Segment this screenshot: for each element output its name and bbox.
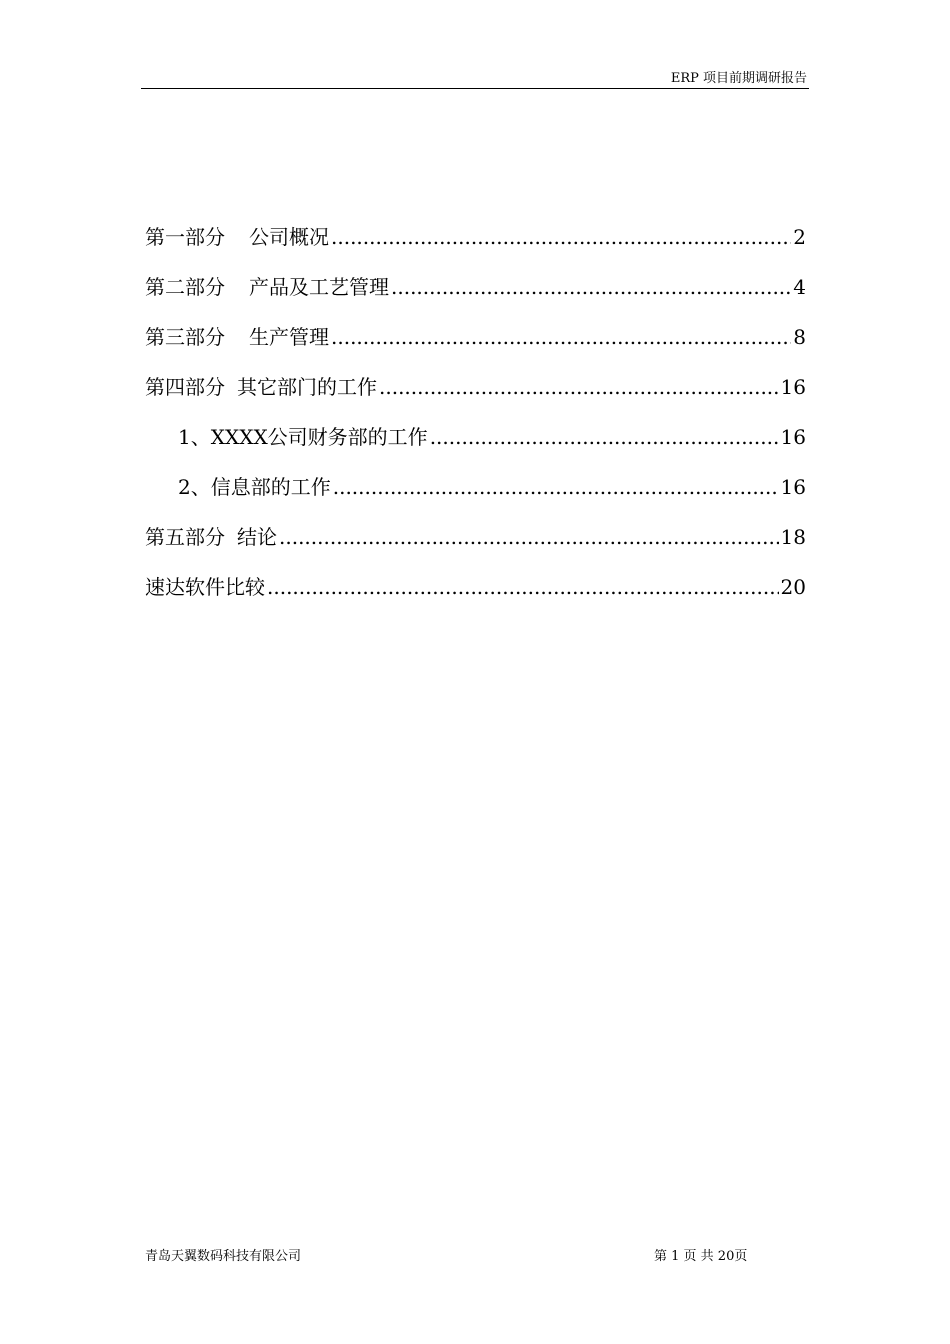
toc-page-number: 8 bbox=[793, 325, 806, 349]
toc-part-label: 第一部分 bbox=[145, 225, 225, 249]
toc-subentry[interactable] bbox=[145, 420, 806, 470]
toc-entry-title: 产品及工艺管理 bbox=[249, 275, 389, 299]
toc-page-number: 2 bbox=[793, 225, 806, 249]
toc-page-number: 16 bbox=[780, 475, 806, 499]
toc-dot-leader bbox=[331, 220, 791, 254]
toc-subentry[interactable] bbox=[145, 470, 806, 520]
table-of-contents bbox=[145, 220, 806, 620]
toc-entry[interactable] bbox=[145, 320, 806, 370]
toc-entry-title: 1、XXXX公司财务部的工作 bbox=[178, 425, 428, 449]
toc-entry-title: 速达软件比较 bbox=[145, 575, 265, 599]
toc-dot-leader bbox=[391, 270, 791, 304]
toc-entry[interactable] bbox=[145, 570, 806, 620]
toc-dot-leader bbox=[430, 420, 779, 454]
toc-entry[interactable] bbox=[145, 520, 806, 570]
toc-page-number: 16 bbox=[780, 425, 806, 449]
header-title: ERP 项目前期调研报告 bbox=[670, 71, 807, 86]
toc-dot-leader bbox=[267, 570, 779, 604]
toc-part-label: 第四部分 bbox=[145, 375, 225, 399]
toc-page-number: 20 bbox=[780, 575, 806, 599]
footer-page-indicator: 第 1 页 共 20页 bbox=[654, 1249, 748, 1264]
footer-company-name: 青岛天翼数码科技有限公司 bbox=[145, 1249, 302, 1264]
toc-entry[interactable] bbox=[145, 370, 806, 420]
toc-entry[interactable] bbox=[145, 270, 806, 320]
toc-dot-leader bbox=[279, 520, 779, 554]
toc-part-label: 第三部分 bbox=[145, 325, 225, 349]
toc-entry-title: 结论 bbox=[237, 525, 277, 549]
toc-page-number: 18 bbox=[780, 525, 806, 549]
header-rule bbox=[141, 88, 809, 89]
toc-entry[interactable] bbox=[145, 220, 806, 270]
toc-dot-leader bbox=[333, 470, 779, 504]
toc-entry-title: 其它部门的工作 bbox=[237, 375, 377, 399]
toc-page-number: 4 bbox=[793, 275, 806, 299]
toc-page-number: 16 bbox=[780, 375, 806, 399]
toc-entry-title: 2、信息部的工作 bbox=[178, 475, 331, 499]
toc-part-label: 第二部分 bbox=[145, 275, 225, 299]
toc-part-label: 第五部分 bbox=[145, 525, 225, 549]
toc-dot-leader bbox=[379, 370, 779, 404]
toc-dot-leader bbox=[331, 320, 791, 354]
toc-entry-title: 生产管理 bbox=[249, 325, 329, 349]
toc-entry-title: 公司概况 bbox=[249, 225, 329, 249]
